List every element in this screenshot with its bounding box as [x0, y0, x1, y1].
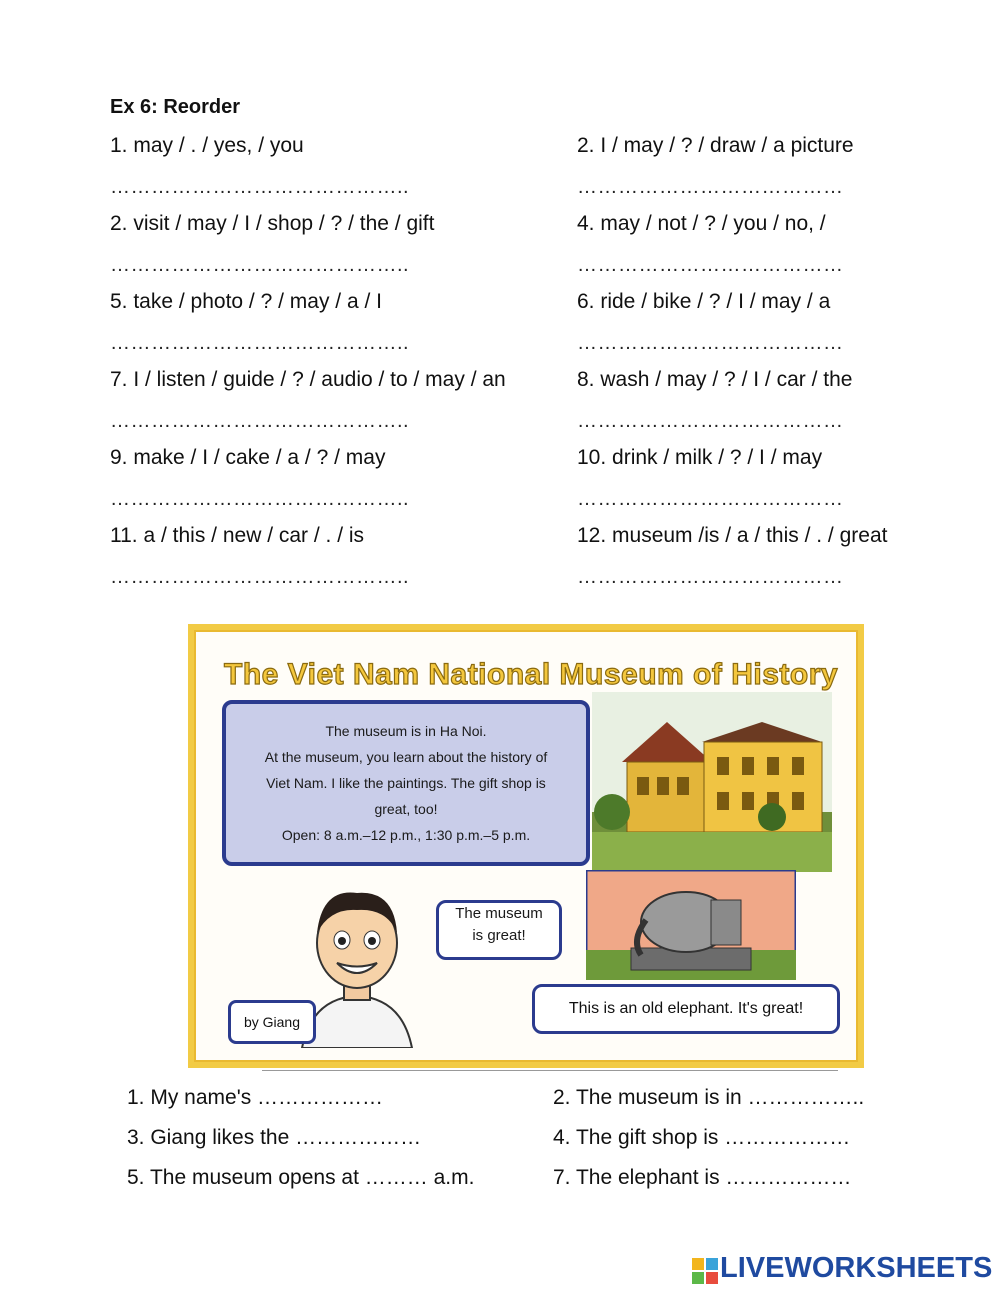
opening-hours: Open: 8 a.m.–12 p.m., 1:30 p.m.–5 p.m. [281, 827, 531, 843]
question-5: 5. take / photo / ? / may / a / I [110, 290, 382, 313]
question-12: 12. museum /is / a / this / . / great [577, 524, 888, 547]
question-6: 6. ride / bike / ? / I / may / a [577, 290, 831, 313]
question-3: 2. visit / may / I / shop / ? / the / gift [110, 212, 435, 235]
answer-line-12[interactable]: ………………………………… [577, 566, 844, 588]
speech-bubble [436, 900, 562, 960]
answer-line-7[interactable]: …………………………………….. [110, 410, 410, 432]
answer-line-2[interactable]: ………………………………… [577, 176, 844, 198]
answer-line-4[interactable]: ………………………………… [577, 254, 844, 276]
fill-sentence-7[interactable]: 7. The elephant is ……………… [553, 1166, 852, 1189]
divider [262, 1070, 838, 1071]
answer-line-1[interactable]: …………………………………….. [110, 176, 410, 198]
answer-line-8[interactable]: ………………………………… [577, 410, 844, 432]
elephant-caption: This is an old elephant. It's great! [532, 984, 840, 1034]
fill-sentence-5[interactable]: 5. The museum opens at ……… a.m. [127, 1166, 475, 1189]
info-box [222, 700, 590, 866]
answer-line-5[interactable]: …………………………………….. [110, 332, 410, 354]
question-2: 2. I / may / ? / draw / a picture [577, 134, 854, 157]
elephant-statue-illustration [586, 870, 796, 980]
byline-tag: by Giang [228, 1000, 316, 1044]
fill-sentence-1[interactable]: 1. My name's ……………… [127, 1086, 384, 1109]
answer-line-3[interactable]: …………………………………….. [110, 254, 410, 276]
fill-sentence-3[interactable]: 3. Giang likes the ……………… [127, 1126, 422, 1149]
question-8: 8. wash / may / ? / I / car / the [577, 368, 853, 391]
question-10: 10. drink / milk / ? / I / may [577, 446, 823, 469]
speech-line-1: The museum [455, 905, 543, 922]
question-11: 11. a / this / new / car / . / is [110, 524, 365, 547]
exercise-title: Ex 6: Reorder [110, 96, 241, 118]
liveworksheets-logo-icon [692, 1258, 718, 1284]
info-line-3: Viet Nam. I like the paintings. The gift shop is [266, 775, 546, 791]
museum-building-illustration [592, 692, 832, 872]
question-9: 9. make / I / cake / a / ? / may [110, 446, 386, 469]
answer-line-10[interactable]: ………………………………… [577, 488, 844, 510]
info-line-1: The museum is in Ha Noi. [325, 723, 487, 739]
answer-line-11[interactable]: …………………………………….. [110, 566, 410, 588]
museum-poster [188, 624, 864, 1068]
info-line-4: great, too! [374, 801, 438, 817]
poster-title: The Viet Nam National Museum of History [224, 658, 839, 691]
question-1: 1. may / . / yes, / you [110, 134, 304, 157]
question-4: 4. may / not / ? / you / no, / [577, 212, 826, 235]
fill-sentence-4[interactable]: 4. The gift shop is ……………… [553, 1126, 851, 1149]
question-7: 7. I / listen / guide / ? / audio / to / may / an [110, 368, 506, 391]
brand-name: LIVEWORKSHEETS [720, 1252, 993, 1284]
answer-line-6[interactable]: ………………………………… [577, 332, 844, 354]
info-line-2: At the museum, you learn about the history of [264, 749, 548, 765]
answer-line-9[interactable]: …………………………………….. [110, 488, 410, 510]
speech-line-2: is great! [472, 927, 526, 944]
fill-sentence-2[interactable]: 2. The museum is in …………….. [553, 1086, 865, 1109]
